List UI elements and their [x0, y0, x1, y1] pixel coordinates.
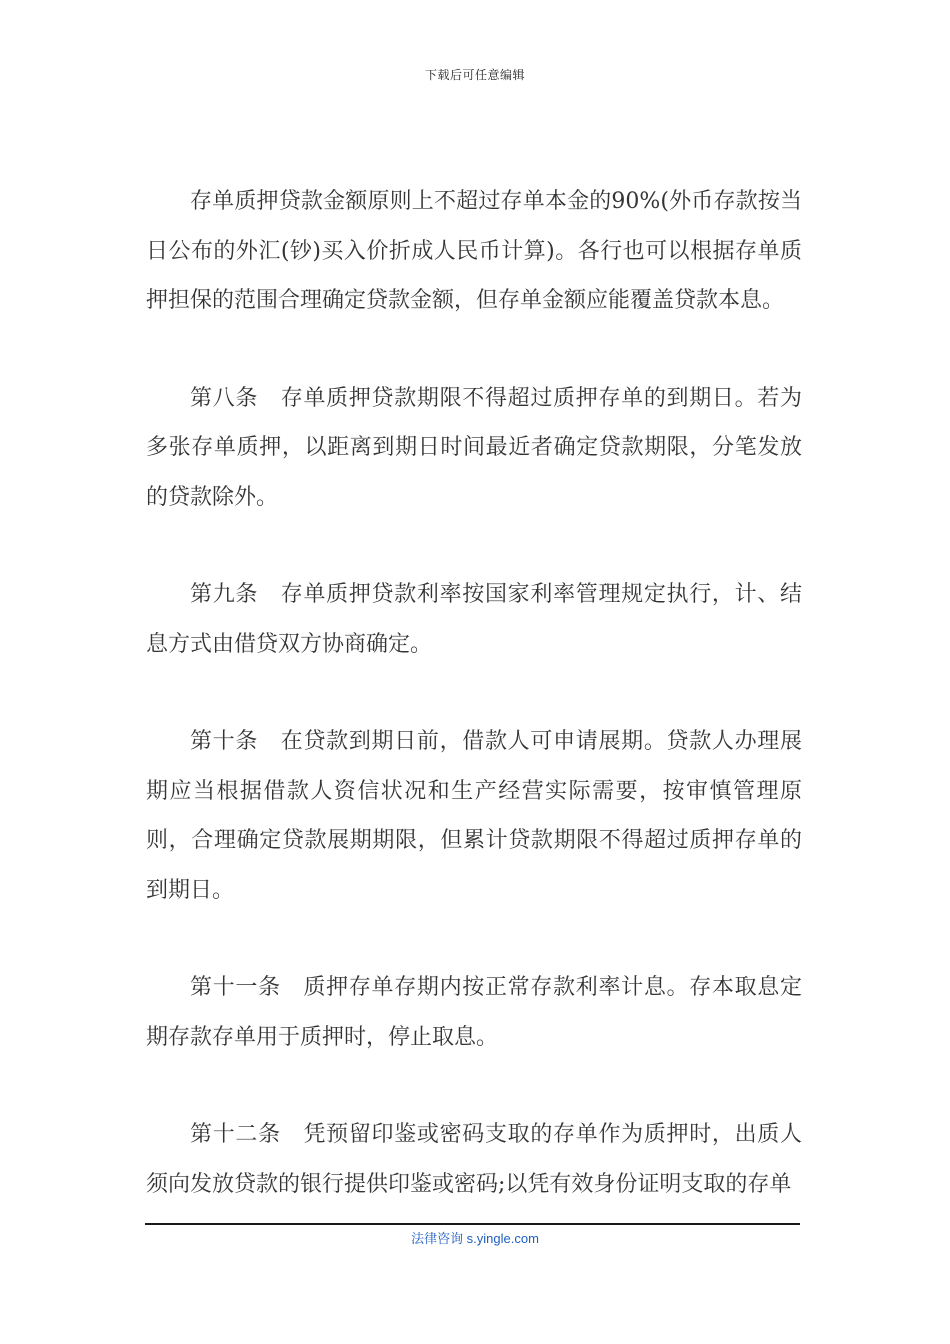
footer-link[interactable]: 法律咨询 s.yingle.com [411, 1231, 539, 1246]
article-number: 第八条 [190, 385, 259, 411]
footer-divider [145, 1223, 800, 1225]
paragraph-article-10 [146, 717, 802, 915]
article-number: 第十二条 [190, 1122, 281, 1147]
article-number: 第十一条 [190, 975, 281, 1000]
paragraph-text: 质押存单存期内按正常存款利率计息。存本取息定期存款存单用于质押时，停止取息。 [146, 975, 802, 1050]
paragraph-article-9 [146, 570, 802, 669]
document-body [146, 177, 802, 1209]
paragraph-text: 存单质押贷款金额原则上不超过存单本金的90%(外币存款按当日公布的外汇(钞)买入价折成人民币计算)。各行也可以根据存单质押担保的范围合理确定贷款金额，但存单金额应能覆盖贷款本息。 [146, 189, 802, 313]
article-number: 第十条 [190, 729, 259, 754]
paragraph-text: 在贷款到期日前，借款人可申请展期。贷款人办理展期应当根据借款人资信状况和生产经营实际需要，按审慎管理原则，合理确定贷款展期期限，但累计贷款期限不得超过质押存单的到期日。 [146, 729, 802, 903]
paragraph-article-8 [146, 374, 802, 523]
paragraph-text: 存单质押贷款利率按国家利率管理规定执行，计、结息方式由借贷双方协商确定。 [146, 582, 802, 657]
paragraph-loan-amount [146, 177, 802, 326]
paragraph-text: 存单质押贷款期限不得超过质押存单的到期日。若为多张存单质押，以距离到期日时间最近者确定贷款期限，分笔发放的贷款除外。 [146, 385, 802, 510]
paragraph-text: 凭预留印鉴或密码支取的存单作为质押时，出质人须向发放贷款的银行提供印鉴或密码;以凭有效身份证明支取的存单 [146, 1122, 802, 1197]
page-header: 下载后可任意编辑 [424, 68, 525, 82]
paragraph-article-12 [146, 1110, 802, 1209]
article-number: 第九条 [190, 582, 259, 607]
paragraph-article-11 [146, 963, 802, 1062]
